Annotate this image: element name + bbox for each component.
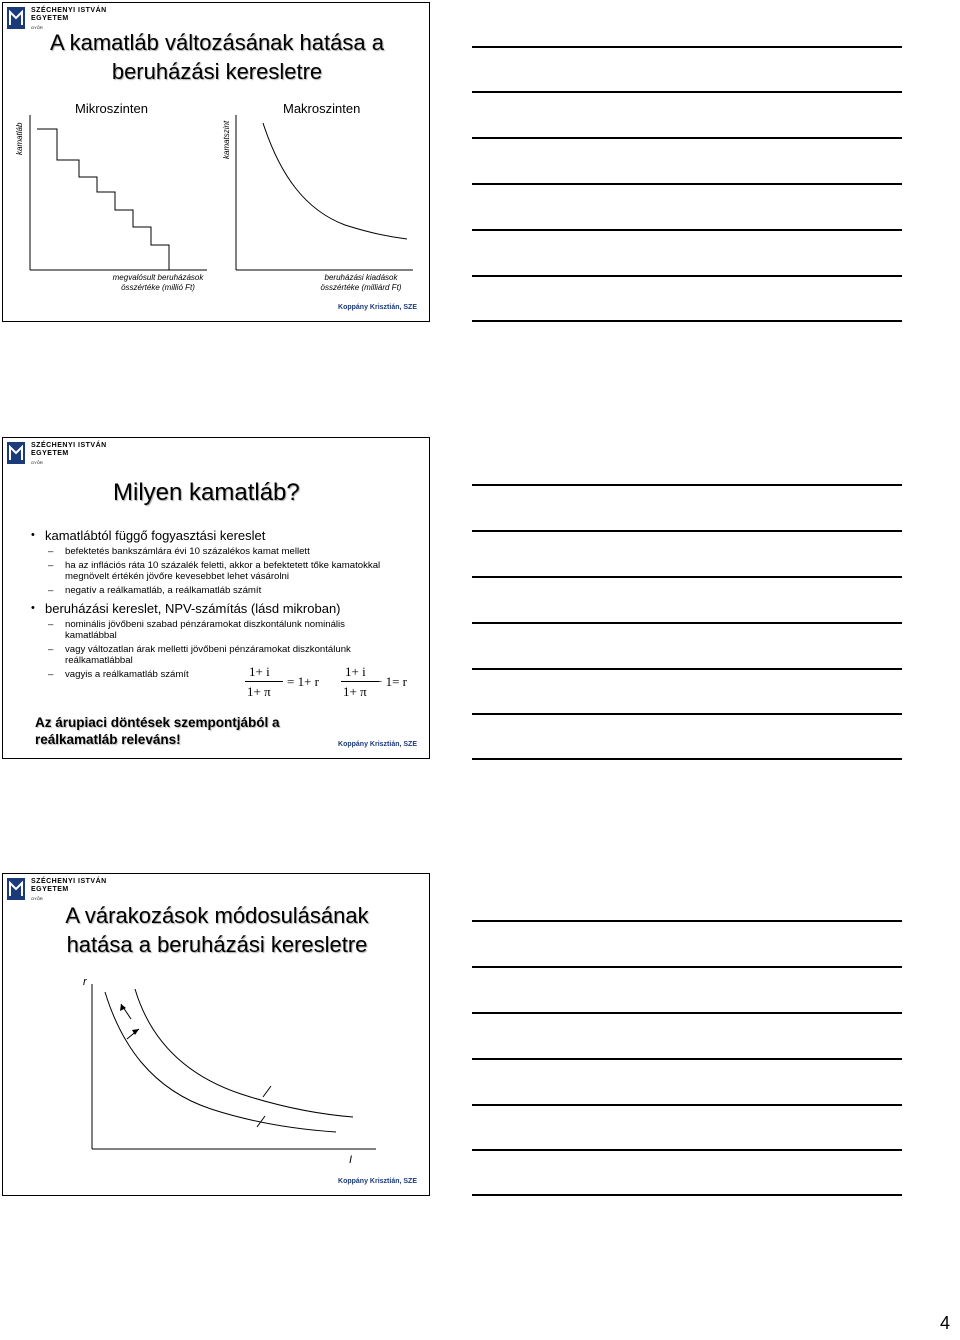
slide-title: Milyen kamatláb? (113, 479, 300, 506)
logo-line3: GYŐR (31, 25, 43, 30)
title-line-1: A várakozások módosulásának (65, 903, 369, 928)
logo-line3: GYŐR (31, 460, 43, 465)
university-logo-icon (7, 7, 25, 29)
demand-curve-outer (135, 989, 353, 1117)
note-line (472, 966, 902, 968)
note-line (472, 229, 902, 231)
logo-line3: GYŐR (31, 896, 43, 901)
macro-x-axis-label-line2: összértéke (milliárd Ft) (320, 283, 402, 292)
sub-bullet-item: – vagy változatlan árak melletti jövőbeni pénzáramokat diszkontálunk reálkamatlábbal (31, 644, 365, 666)
title-line-2: beruházási keresletre (111, 59, 323, 84)
formula1-numerator: 1+ i (249, 664, 270, 679)
formula2-rhs: − 1= r (375, 674, 407, 689)
note-line (472, 920, 902, 922)
bullet-item: • kamatlábtól függő fogyasztási kereslet (31, 528, 411, 543)
micro-step-chart (29, 115, 209, 275)
sub-bullet-item: – ha az inflációs ráta 10 százalék feletti, akkor a befektetett tőke kamatokkal megnövelt értékén jövőre kevesebbet lehet vásárolni (31, 560, 411, 582)
conclusion-text (35, 714, 280, 748)
title-line-1: A kamatláb változásának hatása a (50, 30, 384, 55)
conclusion-line-2: reálkamatláb releváns! (35, 732, 181, 747)
logo-line1: SZÉCHENYI ISTVÁN (31, 442, 107, 449)
university-logo (7, 442, 127, 468)
bullet-item: • beruházási kereslet, NPV-számítás (lásd mikroban) (31, 601, 411, 616)
author-footer: Koppány Krisztián, SZE (338, 741, 417, 748)
micro-x-axis-label-line1: megvalósult beruházások (112, 273, 204, 282)
macro-x-axis-label-line1: beruházási kiadások (324, 273, 398, 282)
title-line-2: hatása a beruházási keresletre (66, 932, 368, 957)
logo-line2: EGYETEM (31, 886, 69, 893)
formula1-denominator: 1+ π (247, 684, 271, 699)
micro-label: Mikroszinten (75, 101, 148, 116)
note-line (472, 1194, 902, 1196)
macro-curve-chart (235, 115, 415, 275)
real-rate-formula (243, 664, 423, 704)
note-line (472, 183, 902, 185)
logo-line1: SZÉCHENYI ISTVÁN (31, 878, 107, 885)
note-line (472, 91, 902, 93)
page-number: 4 (939, 1313, 950, 1333)
note-line (472, 46, 902, 48)
sub-bullet-item: – befektetés bankszámlára évi 10 százalékos kamat mellett (31, 546, 411, 557)
note-line (472, 137, 902, 139)
note-line (472, 275, 902, 277)
formula2-fraction-bar (341, 681, 379, 682)
formula1-fraction-bar (245, 681, 283, 682)
author-footer: Koppány Krisztián, SZE (338, 1178, 417, 1185)
x-axis-label: I (349, 1154, 353, 1166)
note-line (472, 530, 902, 532)
slide-title (3, 901, 431, 959)
y-axis-label: r (83, 976, 87, 988)
sub-bullet-item: – nominális jövőbeni szabad pénzáramokat diszkontálunk nominális kamatlábbal (31, 619, 365, 641)
note-line (472, 320, 902, 322)
slide-2 (2, 437, 430, 759)
formula2-numerator: 1+ i (345, 664, 366, 679)
note-line (472, 1012, 902, 1014)
macro-y-axis-label: kamatszint (222, 120, 231, 159)
micro-y-axis-label: kamatláb (15, 122, 24, 155)
sub-bullet-item: – vagyis a reálkamatláb számít (31, 669, 411, 680)
note-line (472, 622, 902, 624)
logo-line2: EGYETEM (31, 450, 69, 457)
demand-curve-inner (105, 992, 336, 1132)
shift-arrow-lower-1 (263, 1086, 271, 1097)
note-line (472, 576, 902, 578)
micro-x-axis-label-line2: összértéke (millió Ft) (121, 283, 195, 292)
formula1-rhs: = 1+ r (287, 674, 319, 689)
micro-x-axis-label (93, 273, 223, 293)
note-line (472, 668, 902, 670)
note-line (472, 1149, 902, 1151)
note-line (472, 758, 902, 760)
macro-x-axis-label (301, 273, 421, 293)
demand-shift-chart (91, 984, 381, 1154)
note-line (472, 1104, 902, 1106)
slide-1 (2, 2, 430, 322)
slide-title (3, 28, 431, 86)
university-logo-icon (7, 442, 25, 464)
bullet-list (31, 524, 411, 680)
university-logo-icon (7, 878, 25, 900)
logo-line2: EGYETEM (31, 15, 69, 22)
conclusion-line-1: Az árupiaci döntések szempontjából a (35, 715, 280, 730)
author-footer: Koppány Krisztián, SZE (338, 304, 417, 311)
slide-3 (2, 873, 430, 1196)
sub-bullet-item: – negatív a reálkamatláb, a reálkamatláb számít (31, 585, 411, 596)
formula2-denominator: 1+ π (343, 684, 367, 699)
macro-label: Makroszinten (283, 101, 361, 116)
note-line (472, 484, 902, 486)
note-line (472, 713, 902, 715)
note-line (472, 1058, 902, 1060)
logo-line1: SZÉCHENYI ISTVÁN (31, 7, 107, 14)
